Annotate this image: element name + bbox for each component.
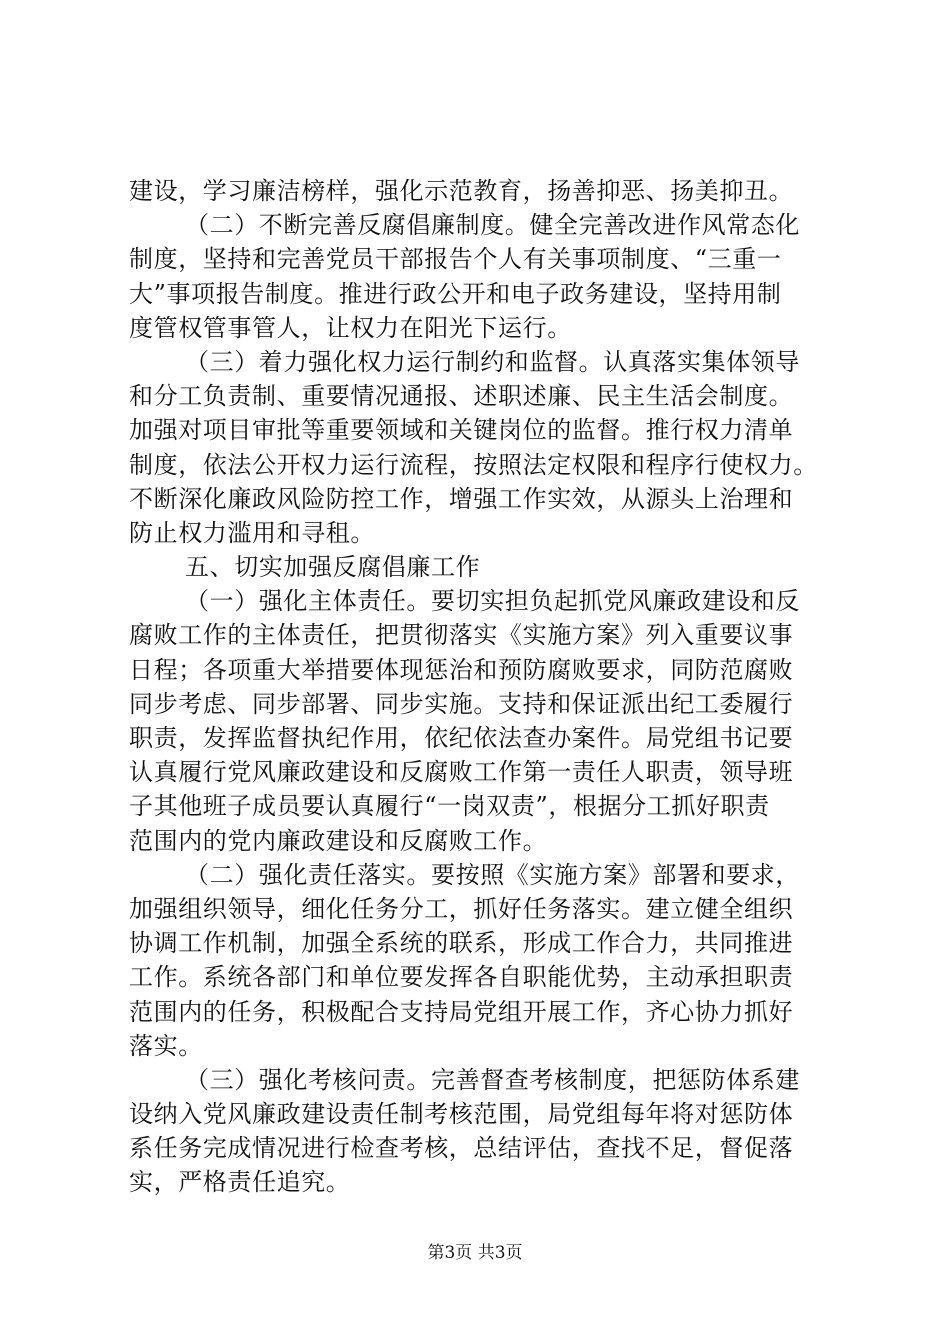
text-line: 制度，坚持和完善党员干部报告个人有关事项制度、“三重一 (129, 245, 782, 274)
text-line: （三）强化考核问责。完善督查考核制度，把惩防体系建 (185, 1065, 800, 1094)
text-line: 防止权力滥用和寻租。 (129, 518, 375, 547)
text-line: 度管权管事管人，让权力在阳光下运行。 (129, 313, 572, 342)
text-line: 实，严格责任追究。 (129, 1168, 351, 1197)
text-line: 大”事项报告制度。推进行政公开和电子政务建设，坚持用制 (129, 279, 782, 308)
text-line: 落实。 (129, 1031, 203, 1060)
text-line: 职责，发挥监督执纪作用，依纪依法查办案件。局党组书记要 (129, 724, 794, 752)
text-line: 加强对项目审批等重要领域和关键岗位的监督。推行权力清单 (129, 416, 794, 445)
text-line: （二）不断完善反腐倡廉制度。健全完善改进作风常态化 (185, 211, 800, 240)
text-line: 协调工作机制，加强全系统的联系，形成工作合力，共同推进 (129, 929, 794, 958)
text-line: 腐败工作的主体责任，把贯彻落实《实施方案》列入重要议事 (129, 621, 794, 650)
text-line: 不断深化廉政风险防控工作，增强工作实效，从源头上治理和 (129, 484, 794, 513)
text-line: 建设，学习廉洁榜样，强化示范教育，扬善抑恶、扬美抑丑。 (129, 177, 794, 205)
text-line: 工作。系统各部门和单位要发挥各自职能优势，主动承担职责 (129, 963, 794, 992)
text-line: 认真履行党风廉政建设和反腐败工作第一责任人职责，领导班 (129, 758, 794, 787)
text-line: （三）着力强化权力运行制约和监督。认真落实集体领导 (185, 347, 800, 376)
text-line: 子其他班子成员要认真履行“一岗双责”，根据分工抓好职责 (129, 792, 770, 821)
text-line: 加强组织领导，细化任务分工，抓好任务落实。建立健全组织 (129, 894, 794, 923)
text-line: 系任务完成情况进行检查考核，总结评估，查找不足，督促落 (129, 1134, 794, 1163)
text-line: 设纳入党风廉政建设责任制考核范围，局党组每年将对惩防体 (129, 1100, 794, 1129)
text-line: 同步考虑、同步部署、同步实施。支持和保证派出纪工委履行 (129, 689, 794, 718)
text-line: （二）强化责任落实。要按照《实施方案》部署和要求， (185, 860, 800, 889)
text-line: 制度，依法公开权力运行流程，按照法定权限和程序行使权力。 (129, 450, 818, 479)
text-line: 范围内的党内廉政建设和反腐败工作。 (129, 826, 548, 855)
text-line: 日程；各项重大举措要体现惩治和预防腐败要求，同防范腐败 (129, 655, 794, 684)
text-line: （一）强化主体责任。要切实担负起抓党风廉政建设和反 (185, 587, 800, 616)
text-line: 五、切实加强反腐倡廉工作 (185, 553, 481, 582)
document-body (129, 174, 849, 1200)
text-line: 和分工负责制、重要情况通报、述职述廉、民主生活会制度。 (129, 382, 794, 411)
page-footer: 第3页 共3页 (427, 1243, 523, 1263)
text-line: 范围内的任务，积极配合支持局党组开展工作，齐心协力抓好 (129, 997, 794, 1026)
